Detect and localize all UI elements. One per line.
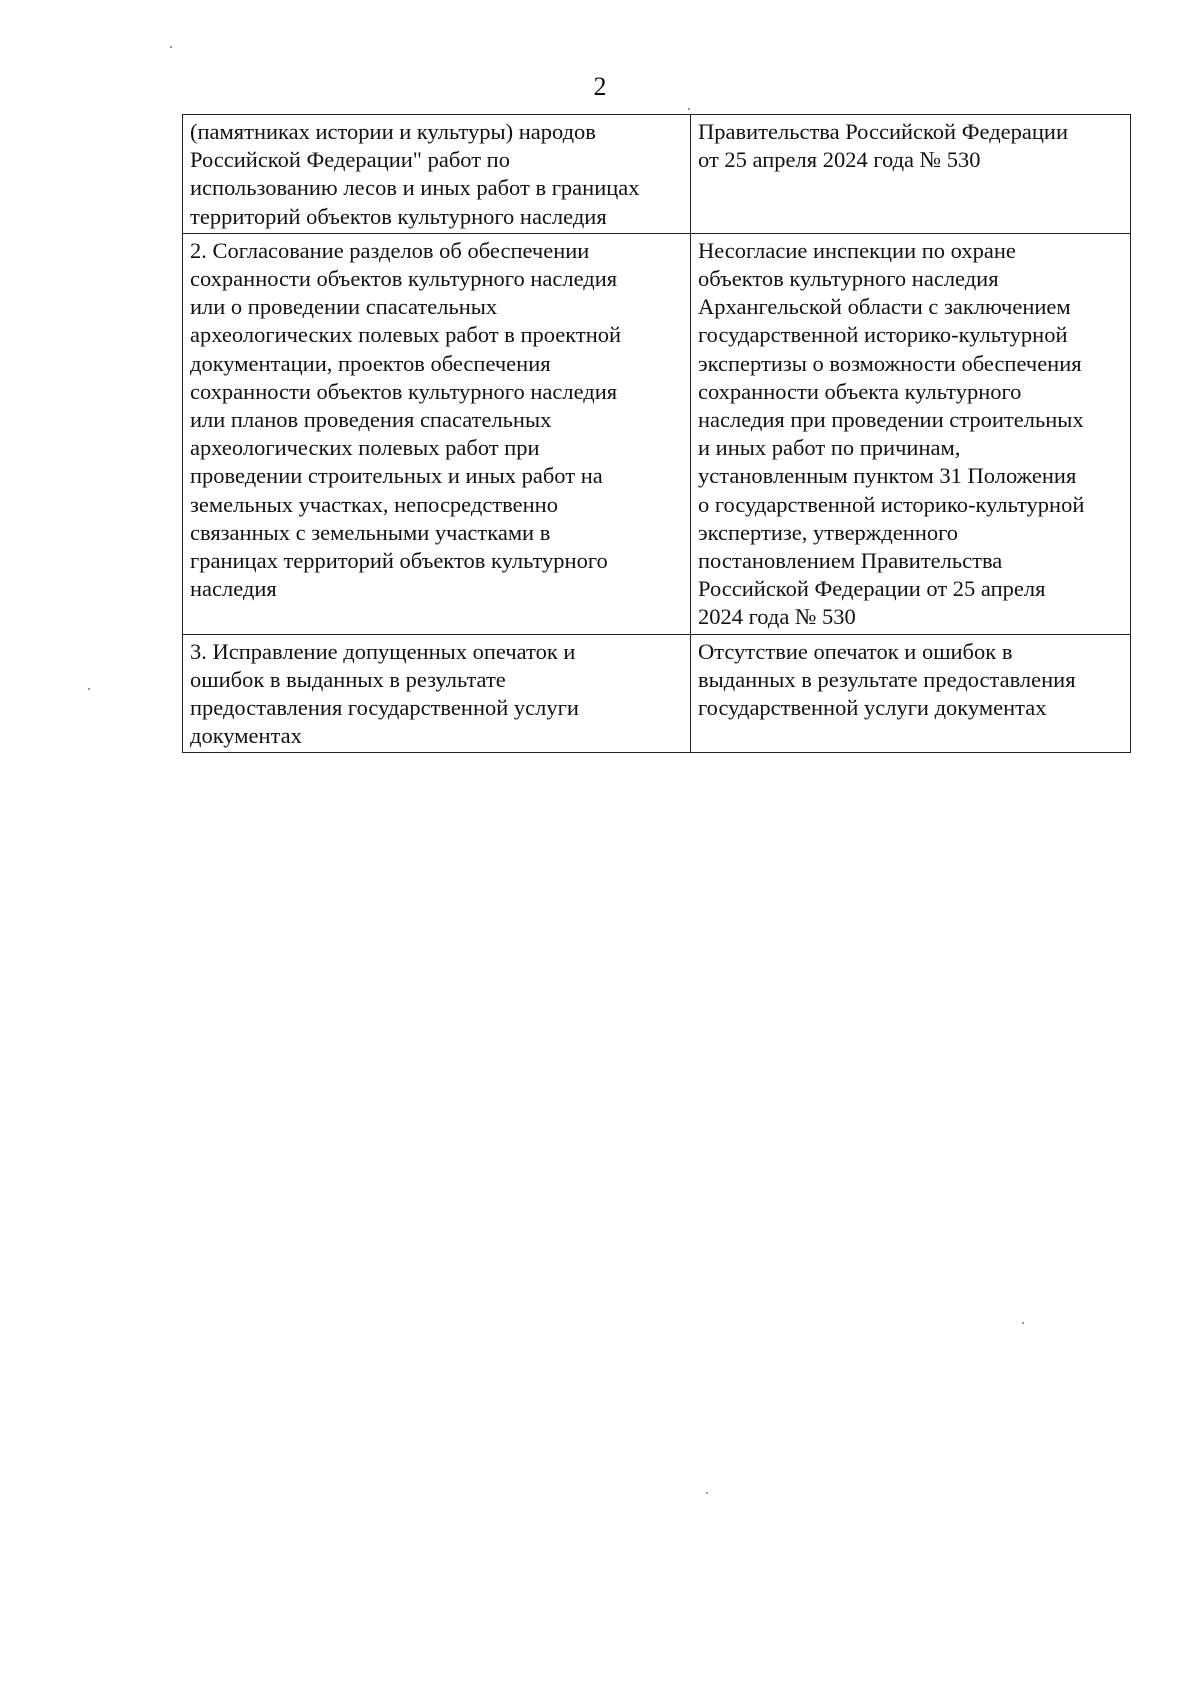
table-cell-service: 2. Согласование разделов об обеспечении сохранности объектов культурного наследия или о проведении спасательных археологических полевых работ в проектной документации, проектов обеспечения сохранности объектов культурного наследия или планов проведения спасательных археологических полевых работ при проведении строительных и иных работ на земельных участках, непосредственно связанных с земельными участками в границах территорий объектов культурного наследия <box>183 233 691 634</box>
table-row <box>183 233 1131 634</box>
table-cell-service: 3. Исправление допущенных опечаток и ошибок в выданных в результате предоставления государственной услуги документах <box>183 634 691 753</box>
table-cell-service: (памятниках истории и культуры) народов Российской Федерации" работ по использованию лесов и иных работ в границах территорий объектов культурного наследия <box>183 115 691 234</box>
scan-speck <box>170 46 172 48</box>
table-cell-grounds: Отсутствие опечаток и ошибок в выданных в результате предоставления государственной услуги документах <box>691 634 1131 753</box>
table-cell-grounds: Несогласие инспекции по охране объектов культурного наследия Архангельской области с заключением государственной историко-культурной экспертизы о возможности обеспечения сохранности объекта культурного наследия при проведении строительных и иных работ по причинам, установленным пунктом 31 Положения о государственной историко-культурной экспертизе, утвержденного постановлением Правительства Российской Федерации от 25 апреля 2024 года № 530 <box>691 233 1131 634</box>
scan-speck <box>88 688 90 690</box>
page-number: 2 <box>593 72 607 101</box>
scan-speck <box>688 108 690 110</box>
table-row <box>183 115 1131 234</box>
document-table <box>182 114 1131 753</box>
scan-speck <box>706 1492 708 1494</box>
scan-speck <box>1022 1322 1024 1324</box>
table-row <box>183 634 1131 753</box>
table-cell-grounds: Правительства Российской Федерации от 25 апреля 2024 года № 530 <box>691 115 1131 234</box>
